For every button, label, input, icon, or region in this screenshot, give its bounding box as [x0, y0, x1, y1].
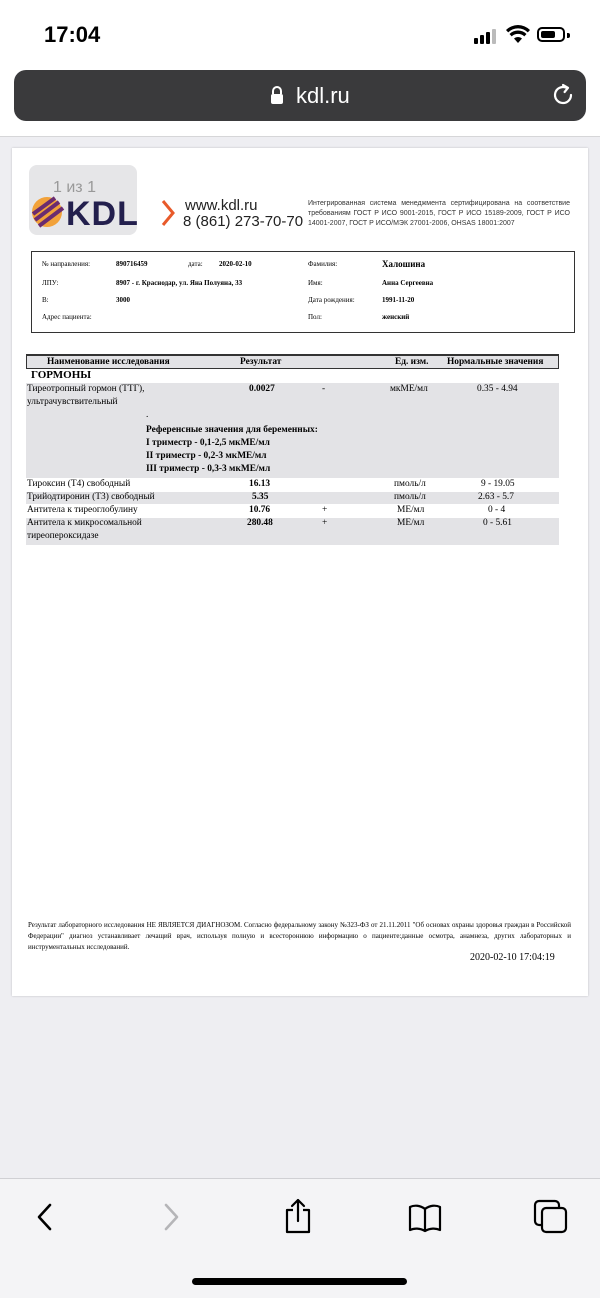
surname-label: Фамилия: — [308, 260, 338, 268]
page-counter: 1 из 1 — [53, 179, 96, 196]
sex-label: Пол: — [308, 313, 322, 321]
dob-label: Дата рождения: — [308, 296, 355, 304]
status-time: 17:04 — [44, 22, 101, 47]
table-row: Тиреотропный гормон (ТТГ), ультрачувствительный 0.0027 - мкМЕ/мл 0.35 - 4.94 . Референсные значения для беременных: I триместр - 0,1-2,5 мкМЕ/мл II триместр - 0,2-3 мкМЕ/мл III триместр - 0,3-3 мкМЕ/мл — [26, 383, 559, 478]
lpu-value: 8907 - г. Краснодар, ул. Яна Полуяна, 33 — [116, 279, 243, 287]
lpu-label: ЛПУ: — [42, 279, 59, 287]
lab-phone: 8 (861) 273-70-70 — [183, 213, 304, 230]
lock-icon — [270, 85, 284, 105]
table-row: Антитела к тиреоглобулину 10.76 + МЕ/мл 0 - 4 — [26, 505, 559, 517]
sex-value: женский — [382, 313, 410, 321]
referral-value: 890716459 — [116, 260, 148, 268]
address-label: Адрес пациента: — [42, 313, 92, 321]
table-row: Тироксин (Т4) свободный 16.13 пмоль/л 9 - 19.05 — [26, 479, 559, 491]
url-text[interactable]: kdl.ru — [296, 83, 350, 108]
date-value: 2020-02-10 — [219, 260, 252, 268]
kdl-logo-text: KDL — [66, 195, 139, 233]
back-icon[interactable] — [34, 1201, 56, 1233]
results-header — [26, 354, 559, 369]
status-bar — [0, 0, 600, 68]
reload-icon[interactable] — [550, 82, 576, 108]
home-indicator — [192, 1278, 407, 1285]
dob-value: 1991-11-20 — [382, 296, 415, 304]
address-bar[interactable] — [14, 70, 586, 121]
pdf-page — [12, 148, 588, 996]
date-label: дата: — [188, 260, 203, 268]
browser-toolbar — [0, 1178, 600, 1298]
name-value: Анна Сергеевна — [382, 279, 434, 287]
col-result: Результат — [240, 357, 282, 367]
bookmarks-icon[interactable] — [408, 1203, 442, 1233]
certification-text: Интегрированная система менеджмента сертифицирована на соответствие требованиям ГОСТ Р ИСО 9001-2015, ГОСТ Р ИСО 15189-2009, ГОСТ Р ИСО 14001-2007, ГОСТ Р ИСО/МЭК 27001-2006, OHSAS 18001:2007 — [308, 200, 570, 227]
wifi-icon — [506, 24, 530, 44]
reference-title: Референсные значения для беременных: — [146, 425, 318, 435]
kdl-chevron-icon — [160, 198, 176, 228]
share-icon[interactable] — [283, 1197, 313, 1235]
v-value: 3000 — [116, 296, 130, 304]
col-test: Наименование исследования — [47, 357, 170, 367]
surname-value: Халошина — [382, 259, 426, 269]
forward-icon[interactable] — [160, 1201, 182, 1233]
battery-icon — [537, 27, 565, 42]
cellular-signal-icon — [474, 28, 498, 44]
referral-label: № направления: — [42, 260, 91, 268]
section-title: ГОРМОНЫ — [31, 369, 92, 381]
disclaimer: Результат лабораторного исследования НЕ ЯВЛЯЕТСЯ ДИАГНОЗОМ. Согласно федеральному закону №323-ФЗ от 21.11.2011 "Об основах охраны здоровья граждан в Российской Федерации" диагноз устанавливает лечащий врач, используя полную и всестороннюю информацию о пациенте:данные осмотра, анамнеза, других лабораторных и инструментальных исследований. — [28, 921, 571, 951]
col-norm: Нормальные значения — [447, 357, 544, 367]
col-unit: Ед. изм. — [395, 357, 429, 367]
v-label: В: — [42, 296, 49, 304]
report-timestamp: 2020-02-10 17:04:19 — [470, 952, 555, 963]
name-label: Имя: — [308, 279, 323, 287]
table-row: Трийодтиронин (Т3) свободный 5.35 пмоль/л 2.63 - 5.7 — [26, 492, 559, 504]
browser-address-area — [0, 68, 600, 137]
table-row: Антитела к микросомальной тиреопероксидазе 280.48 + МЕ/мл 0 - 5.61 — [26, 518, 559, 545]
site-url: www.kdl.ru — [185, 197, 258, 214]
kdl-logo-icon — [29, 194, 65, 230]
patient-info-box — [31, 251, 575, 333]
tabs-icon[interactable] — [533, 1199, 569, 1235]
